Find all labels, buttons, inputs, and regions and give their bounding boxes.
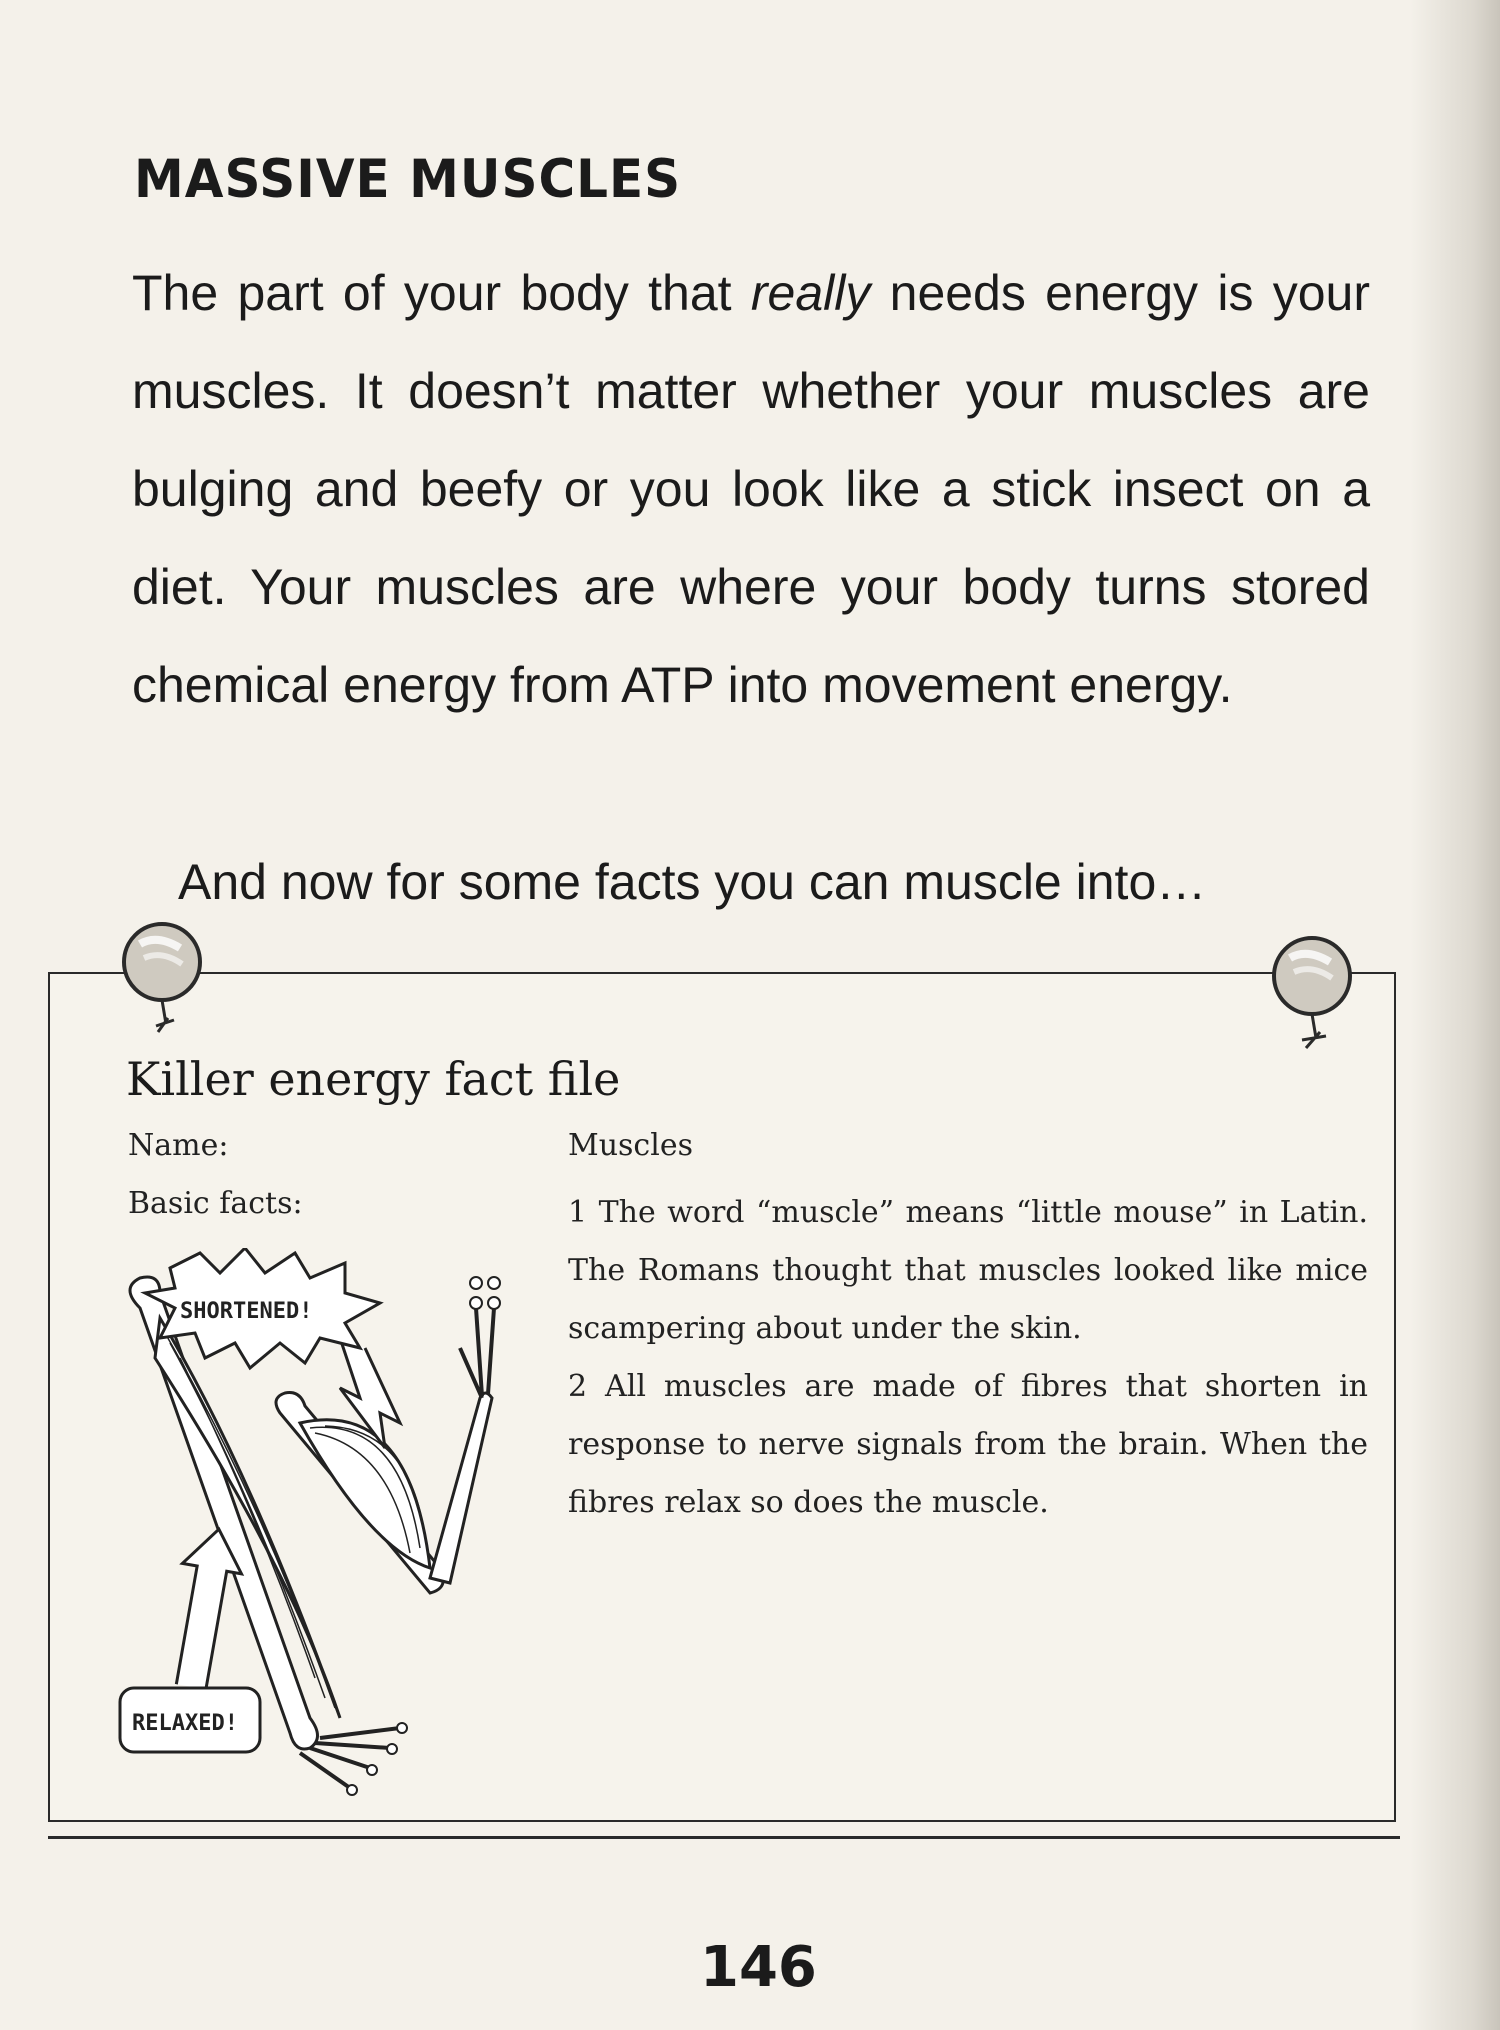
name-value: Muscles [568, 1128, 693, 1163]
pushpin-icon [1262, 928, 1362, 1078]
paragraph-emphasis: really [750, 265, 871, 321]
fact-item-2: 2 All muscles are made of fibres that shorten in response to nerve signals from the brain. When the fibres relax so does the muscle. [568, 1369, 1368, 1520]
card-bottom-shadow-line [48, 1836, 1400, 1839]
body-paragraph [132, 244, 1370, 734]
basic-facts-label: Basic facts: [128, 1186, 303, 1221]
paragraph-part-1: The part of your body that [132, 265, 751, 321]
shortened-label: SHORTENED! [180, 1299, 313, 1324]
paragraph-part-2: needs energy is your muscles. It doesn’t matter whether your muscles are bulging and beefy or you look like a stick insect on a diet. Your muscles are where your body turns stored chemical energy from ATP into movement energy. [132, 265, 1370, 713]
facts-list [568, 1184, 1368, 1532]
relaxed-label: RELAXED! [132, 1711, 238, 1736]
fact-item-1: 1 The word “muscle” means “little mouse” in Latin. The Romans thought that muscles looked like mice scampering about under the skin. [568, 1195, 1368, 1346]
section-heading: MASSIVE MUSCLES [134, 148, 682, 210]
name-label: Name: [128, 1128, 229, 1163]
page-number: 146 [700, 1935, 817, 2000]
arm-muscles-illustration [110, 1248, 510, 1798]
fact-file-title: Killer energy fact file [126, 1052, 621, 1106]
page-edge-shadow [1410, 0, 1500, 2030]
lead-in-line: And now for some facts you can muscle into… [178, 854, 1207, 910]
pushpin-icon [112, 914, 212, 1064]
